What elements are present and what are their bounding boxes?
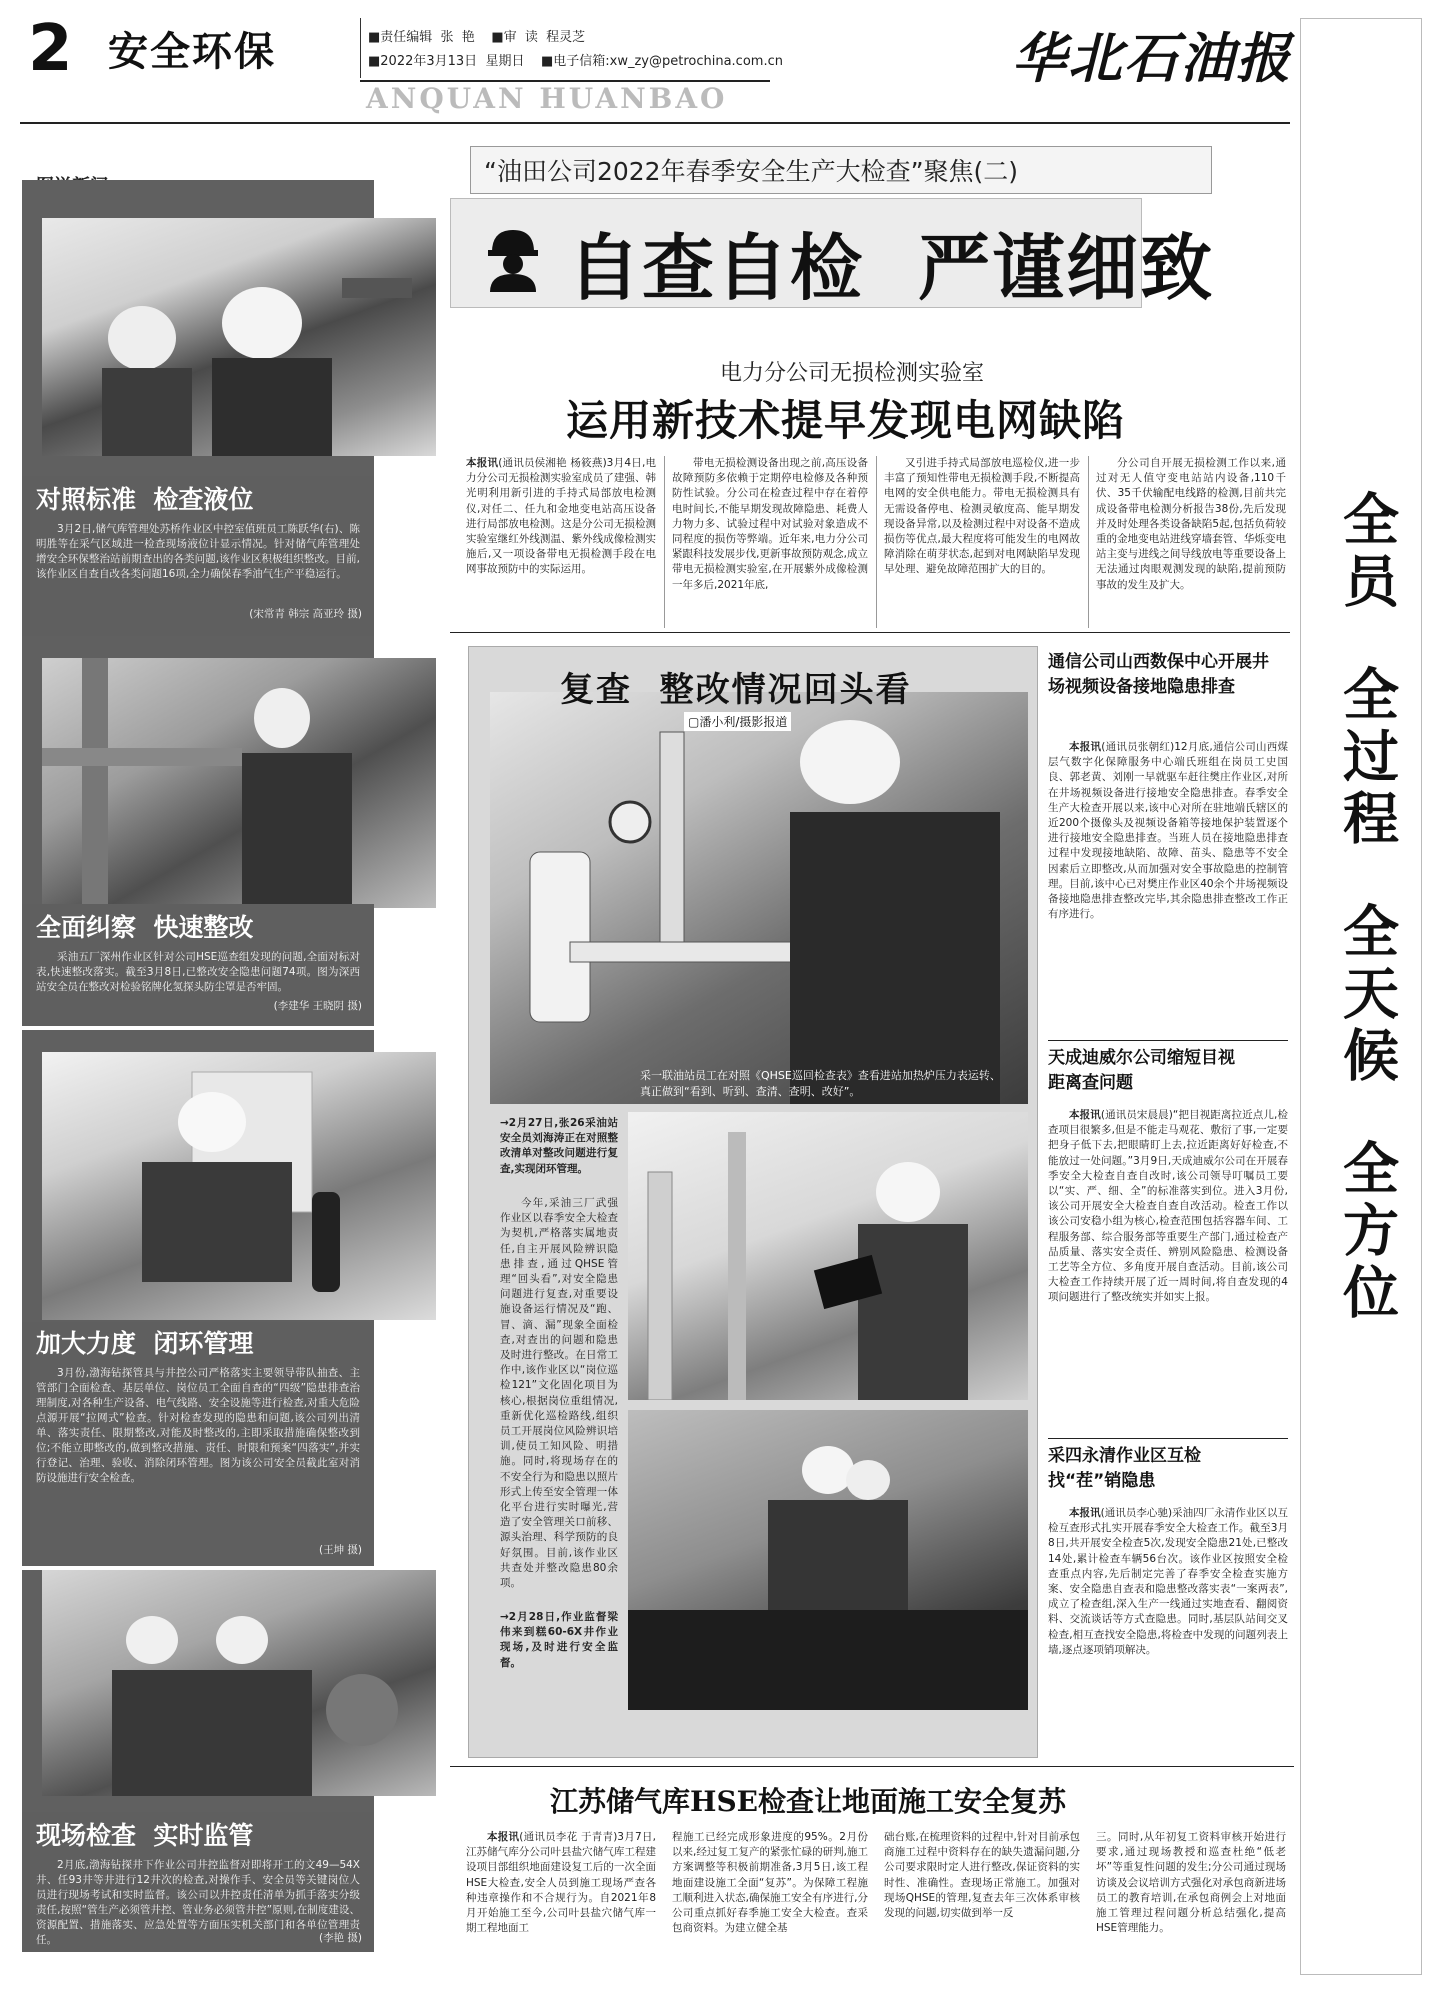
column-rule — [1088, 456, 1089, 628]
feature-photo-1 — [490, 692, 1028, 1104]
sidebar-item-3 — [22, 1322, 374, 1566]
workers-illustration — [42, 218, 436, 456]
article-rule — [1048, 1438, 1288, 1439]
photo-pipeline-inspect — [42, 658, 436, 908]
lead-text-1: (通讯员侯湘艳 杨筱燕)3月4日,电力分公司无损检测实验室成员了建强、韩光明利用新引进的手持式局部放电检测仪,对任二、任九和金地变电站高压设备进行局部放电检测。这是分公司无损检测实验室继红外线测温、紫外线成像检测实施后,又一项设备带电无损检测手段在电网事故预防中的实际运用。 — [466, 457, 657, 576]
lead-subtitle: 电力分公司无损检测实验室 — [720, 361, 985, 386]
bottom-col-2 — [672, 1830, 868, 1936]
bottom-text-1: (通讯员李花 于青青)3月7日,江苏储气库分公司叶县盐穴储气库工程建设项目部组织地面建设复工后的一次全面HSE大检查,安全人员到施工现场严查各种违章操作和不合规行为。自2021年8月开始施工至今,公司叶县盐穴储气库一期工程地面工 — [466, 1831, 657, 1935]
sidebar-item-credit: (李艳 摄) — [318, 1932, 362, 1944]
feature-photo-3 — [628, 1410, 1028, 1710]
photo1-caption: 采一联油站员工在对照《QHSE巡回检查表》查看进站加热炉压力表运转、真正做到“看到、听到、查清、查明、改好”。 — [640, 1069, 1001, 1098]
article-body — [1048, 740, 1288, 922]
extinguisher-illustration — [42, 1052, 436, 1320]
article-rule — [1048, 1040, 1288, 1041]
photo-extinguisher-check — [42, 1052, 436, 1320]
section-pinyin: ANQUAN HUANBAO — [366, 82, 728, 115]
worker-valve-illustration — [490, 692, 1028, 1104]
lead-col-2 — [672, 456, 868, 593]
lead-text-2: 带电无损检测设备出现之前,高压设备故障预防多依赖于定期停电检修及各种预防性试验。分公司在检查过程中存在着停电时间长,不能早期发现故障隐患、耗费人力物力多、试验过程中对试验对象造成不同程度的损伤等弊端。近年来,电力分公司紧跟科技发展步伐,更新事故预防观念,成立带电无损检测实验室,在开展紫外成像检测一年多后,2021年底, — [672, 457, 868, 591]
photo2-caption: →2月27日,张26采油站安全员刘海涛正在对照整改清单对整改问题进行复查,实现闭环管理。 — [500, 1117, 618, 1175]
date-line: ■2022年3月13日 星期日 ■电子信箱:xw_zy@petrochina.com.cn — [368, 54, 783, 69]
sidebar-item-credit: (李建华 王晓阴 摄) — [273, 1000, 362, 1012]
article-byline: 本报讯 — [1069, 741, 1102, 753]
lead-col-1 — [466, 456, 656, 578]
editor-line: ■责任编辑 张 艳 ■审 读 程灵芝 — [368, 30, 586, 45]
lead-col-4 — [1096, 456, 1286, 593]
sidebar-item-title: 对照标准 检查液位 — [36, 485, 254, 514]
bottom-text-4: 三。同时,从年初复工资料审核开始进行要求,通过现场教授和巡查杜绝“低老坏”等重复性问题的发生;分公司通过现场访谈及会议培训方式强化对承包商新进场员工的教育培训,在承包商例会上对地面施工管理过程问题分析总结强化,提高HSE管理能力。 — [1096, 1831, 1286, 1935]
sidebar-item-text: 采油五厂深州作业区针对公司HSE巡查组发现的问题,全面对标对表,快速整改落实。截至3月8日,已整改安全隐患问题74项。图为深西站安全员在整改对检验铭牌化氢探头防尘罩是否牢固。 — [36, 951, 360, 993]
article-text: (通讯员张朝红)12月底,通信公司山西煤层气数字化保障服务中心端氏班组在岗员工史国良、郭老黄、刘刚一早就驱车赶往樊庄作业区,对所在井场视频设备进行接地安全隐患排查。春季安全生产大检查开展以来,该中心对所在驻地端氏辖区的近200个摄像头及视频设备箱等接地保护装置逐个进行接地安全隐患排查。当班人员在接地隐患排查过程中发现接地缺陷、故障、苗头、隐患等不安全因素后立即整改,从而加强对安全事故隐患的控制管理。目前,该中心已对樊庄作业区40余个井场视频设备接地隐患排查整改完毕,其余隐患排查整改工作正有序进行。 — [1048, 741, 1288, 921]
right-article-3 — [1044, 1438, 1294, 1768]
right-article-2 — [1044, 1040, 1294, 1460]
article-title: 通信公司山西数保中心开展井场视频设备接地隐患排查 — [1048, 652, 1269, 697]
lead-col-3 — [884, 456, 1080, 578]
article-title: 天成迪威尔公司缩短目视距离查问题 — [1048, 1048, 1235, 1093]
sidebar-item-text: 3月份,渤海钻探管具与井控公司严格落实主要领导带队抽查、主管部门全面检查、基层单位、岗位员工全面自查的“四级”隐患排查治理制度,对各种生产设备、电气线路、安全设施等进行检查,对重大危险点源开展“拉网式”检查。针对检查发现的隐患和问题,该公司列出清单、落实责任、限期整改,对能及时整改的,主即采取措施确保整改到位;不能立即整改的,做到整改措施、责任、时限和预案“四落实”,并实行登记、治理、验收、消除闭环管理。图为该公司安全员截此室对消防设施进行安全检查。 — [36, 1367, 360, 1484]
sidebar-item-1 — [22, 476, 374, 636]
sidebar-item-text: 2月底,渤海钻探井下作业公司井控监督对即将开工的文49—54X井、任93井等井进行12井次的检查,对操作手、安全员等关键岗位人员进行现场考试和实时监督。该公司以井控责任清单为抓手落实分级责任,按照“管生产必须管井控、管业务必须管井控”原则,在制度建设、资源配置、措施落实、应急处置等方面压实机关部门和各单位管理责任。 — [36, 1859, 360, 1946]
inspector-illustration — [628, 1112, 1028, 1400]
banner-headline: 自查自检 严谨细致 — [568, 226, 1215, 310]
sidebar-item-credit: (王坤 摄) — [318, 1544, 362, 1556]
section-rule — [450, 632, 1290, 633]
bottom-title: 江苏储气库HSE检查让地面施工安全复苏 — [550, 1785, 1067, 1818]
sidebar-item-title: 现场检查 实时监管 — [36, 1821, 254, 1850]
column-rule — [876, 456, 877, 628]
feature-credit: ▢潘小利/摄影报道 — [684, 712, 791, 731]
newspaper-logo: 华北石油报 — [1012, 26, 1292, 90]
pipeline-illustration — [42, 658, 436, 908]
lead-text-4: 分公司自开展无损检测工作以来,通过对无人值守变电站站内设备,110千伏、35千伏输配电线路的检测,目前共完成设备带电检测分析报告38份,先后发现并及时处理各类设备缺陷5起,包括负荷较重的金地变电站进线穿墙套管、华烁变电站主变与进线之间导线放电等重要设备上无法通过肉眼观测发现的缺陷,提前预防事故的发生及扩大。 — [1096, 457, 1286, 591]
masthead — [0, 0, 1438, 115]
column-rule — [664, 456, 665, 628]
photo3-caption: →2月28日,作业监督梁伟来到糕60-6X井作业现场,及时进行安全监督。 — [500, 1611, 618, 1669]
site-illustration — [42, 1570, 436, 1796]
article-body — [1048, 1108, 1288, 1306]
photo-workers-inspect — [42, 218, 436, 456]
lead-article — [450, 352, 1290, 652]
sidebar-item-title: 全面纠察 快速整改 — [36, 913, 254, 942]
bottom-byline: 本报讯 — [487, 1831, 520, 1843]
article-title: 采四永清作业区互检找“茬”销隐患 — [1048, 1446, 1201, 1491]
lead-byline: 本报讯 — [466, 457, 499, 469]
lead-title: 运用新技术提早发现电网缺陷 — [566, 396, 1126, 445]
sidebar-item-title: 加大力度 闭环管理 — [36, 1329, 254, 1358]
right-article-1 — [1044, 648, 1294, 1088]
sidebar-item-credit: (宋常青 韩宗 高亚玲 摄) — [249, 608, 362, 620]
banner — [440, 138, 1300, 348]
lead-text-3: 又引进手持式局部放电巡检仪,进一步丰富了预知性带电无损检测手段,不断提高电网的安全供电能力。带电无损检测具有无需设备停电、检测灵敏度高、能早期发现设备异常,以及检测过程中对设备不造成损伤等优点,最大程度将可能发生的电网故障消除在萌芽状态,起到对电网缺陷早发现早处理、避免故障范围扩大的目的。 — [884, 457, 1080, 576]
article-text: (通讯员李心驰)采油四厂永清作业区以互检互查形式扎实开展春季安全大检查工作。截至3月8日,共开展安全检查5次,发现安全隐患21处,已整改14处,累计检查车辆56台次。该作业区按照安全检查重点内容,先后制定完善了春季安全检查实施方案、安全隐患自查表和隐患整改落实表“一案两表”,成立了检查组,深入生产一线通过实地查看、翻阅资料、交流谈话等方式查隐患。同时,基层队站间交叉检查,相互查找安全隐患,将检查中发现的问题列表上墙,逐点逐项销项解决。 — [1048, 1507, 1289, 1656]
article-body — [1048, 1506, 1288, 1658]
header-divider — [360, 18, 361, 78]
article-byline: 本报讯 — [1069, 1507, 1101, 1519]
article-byline: 本报讯 — [1069, 1109, 1101, 1121]
sidebar-item-2 — [22, 904, 374, 1026]
bottom-article — [450, 1766, 1294, 1982]
sidebar-item-4 — [22, 1812, 374, 1952]
bottom-col-1 — [466, 1830, 656, 1936]
supervision-illustration — [628, 1410, 1028, 1710]
banner-kicker: “油田公司2022年春季安全生产大检查”聚焦(二) — [484, 157, 1019, 186]
masthead-bottom-rule — [20, 122, 1290, 124]
feature-body: 今年,采油三厂武强作业区以春季安全大检查为契机,严格落实属地责任,自主开展风险辨识隐患排查,通过QHSE管理“回头看”,对安全隐患问题进行复查,对重要设施设备运行情况及“跑、冒、滴、漏”现象全面检查,对查出的问题和隐患及时进行整改。在日常工作中,该作业区以“岗位巡检121”文化固化项目为核心,根据岗位重组情况,重新优化巡检路线,组织员工开展岗位风险辨识培训,使员工知风险、明措施。同时,将现场存在的不安全行为和隐患以照片形式上传至安全管理一体化平台进行实时曝光,营造了安全管理关口前移、源头治理、科学预防的良好氛围。目前,该作业区共查处并整改隐患80余项。 — [500, 1197, 618, 1590]
bottom-col-4 — [1096, 1830, 1286, 1936]
worker-icon — [478, 222, 548, 292]
feature-title: 复查 整改情况回头看 — [560, 670, 912, 710]
feature-photo-2 — [628, 1112, 1028, 1400]
sidebar-item-text: 3月2日,储气库管理处苏桥作业区中控室值班员工陈跃华(右)、陈明胜等在采气区域进一检查现场液位计显示情况。针对储气库管理处增安全环保整治站前期查出的各类问题,该作业区积极组织整改。目前,该作业区自查自改各类问题16项,全力确保春季油气生产平稳运行。 — [36, 523, 360, 580]
bottom-text-3: 础台账,在梳理资料的过程中,针对目前承包商施工过程中资料存在的缺失遗漏问题,分公司要求限时定人进行整改,保证资料的实时性、准确性。查现场正常施工。加强对现场QHSE的管理,复查去年三次体系审核发现的问题,切实做到举一反 — [884, 1831, 1080, 1920]
article-text: (通讯员宋晨晨)“把目视距离拉近点儿,检查项目很繁多,但是不能走马观花、敷衍了事,一定要把身子低下去,把眼睛盯上去,拉近距离好好检查,不能放过一处问题。”3月9日,天成迪威尔公司在开展春季安全大检查自查自改时,该公司领导叮嘱员工要以“实、严、细、全”的标准落实到位。进入3月份,该公司开展安全大检查自查自改活动。检查工作以该公司安稳小组为核心,检查范围包括容器车间、工程服务部、综合服务部等重要生产部门,通过检查产品质量、落实安全责任、辨别风险隐患、检测设备工艺等全方位、多角度开展自查活动。目前,该公司大检查工作持续开展了近一周时间,将自查发现的4项问题进行了整改统实并如实上报。 — [1048, 1109, 1288, 1304]
bottom-text-2: 程施工已经完成形象进度的95%。2月份以来,经过复工复产的紧张忙碌的研判,施工方案调整等积极前期准备,3月5日,该工程地面建设施工全面“复苏”。为保障工程施工顺利进入状态,确保施工安全有序进行,分公司重点抓好春季施工安全大检查。查采包商资料。为建立健全基 — [672, 1831, 868, 1935]
bottom-col-3 — [884, 1830, 1080, 1921]
article-rule — [450, 1766, 1294, 1767]
slogan: 全员 全过程 全天候 全方位 — [1334, 490, 1399, 1325]
section-title: 安全环保 — [108, 29, 276, 75]
page-number: 2 — [28, 12, 73, 86]
photo-site-inspection — [42, 1570, 436, 1796]
